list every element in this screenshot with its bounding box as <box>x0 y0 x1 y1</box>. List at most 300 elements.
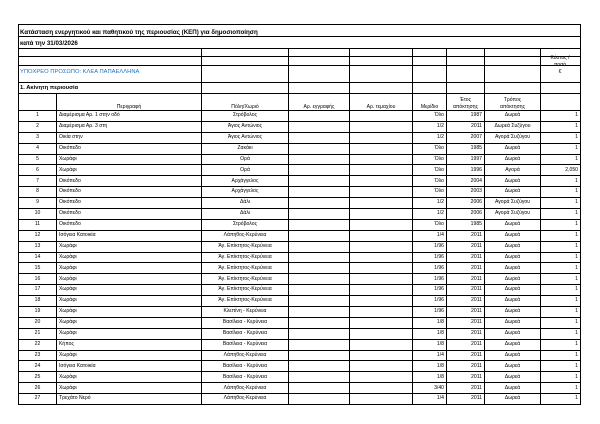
row-cost: 1 <box>541 307 581 318</box>
row-description: Χωράφι <box>57 154 202 165</box>
row-year: 2011 <box>447 230 485 241</box>
table-row <box>19 285 581 296</box>
grid-line <box>201 48 202 93</box>
row-number: 13 <box>19 241 57 252</box>
table-row <box>19 350 581 361</box>
row-place: Ορά <box>202 154 289 165</box>
row-year: 2011 <box>447 350 485 361</box>
row-number: 8 <box>19 187 57 198</box>
row-plot <box>350 274 413 285</box>
row-year: 2006 <box>447 198 485 209</box>
row-mode: Δωρεά <box>485 230 541 241</box>
document-date: κατά την 31/03/2026 <box>20 40 78 47</box>
row-place: Ορά <box>202 165 289 176</box>
table-row <box>19 230 581 241</box>
table-row <box>19 132 581 143</box>
row-share: Όλο <box>413 187 447 198</box>
row-place: Βασίλεια - Κερύνεια <box>202 328 289 339</box>
row-description: Ισόγεια Κατοικία <box>57 230 202 241</box>
row-registration <box>289 176 350 187</box>
row-registration <box>289 154 350 165</box>
row-plot <box>350 263 413 274</box>
row-place: Αρχάγγελος <box>202 187 289 198</box>
row-plot <box>350 143 413 154</box>
col-header-mode-l1: Τρόπος <box>503 97 522 103</box>
row-place: Άγ. Επίκτητος-Κερύνεια <box>202 296 289 307</box>
row-place: Λάπηθος-Κερύνεια <box>202 383 289 394</box>
row-year: 2011 <box>447 285 485 296</box>
grid-line <box>412 48 413 93</box>
row-number: 15 <box>19 263 57 274</box>
row-cost: 1 <box>541 132 581 143</box>
row-plot <box>350 350 413 361</box>
row-cost: 1 <box>541 383 581 394</box>
row-place: Βασίλεια - Κερύνεια <box>202 361 289 372</box>
row-plot <box>350 121 413 132</box>
row-year: 2003 <box>447 187 485 198</box>
row-share: 1/2 <box>413 209 447 220</box>
row-place: Άγιος Αντώνιος <box>202 121 289 132</box>
row-registration <box>289 383 350 394</box>
table-row <box>19 252 581 263</box>
row-place: Αρχάγγελος <box>202 176 289 187</box>
row-year: 2004 <box>447 176 485 187</box>
row-cost: 1 <box>541 350 581 361</box>
row-number: 19 <box>19 307 57 318</box>
row-mode: Δωρεά <box>485 383 541 394</box>
table-row <box>19 165 581 176</box>
row-registration <box>289 143 350 154</box>
row-number: 11 <box>19 219 57 230</box>
table-row <box>19 143 581 154</box>
table-row <box>19 111 581 122</box>
row-plot <box>350 176 413 187</box>
row-share: 1/96 <box>413 285 447 296</box>
cost-header <box>540 55 580 76</box>
row-registration <box>289 339 350 350</box>
row-plot <box>350 241 413 252</box>
row-year: 2011 <box>447 361 485 372</box>
row-place: Στρόβολος <box>202 111 289 122</box>
row-year: 1987 <box>447 111 485 122</box>
row-place: Άγ. Επίκτητος-Κερύνεια <box>202 263 289 274</box>
row-year: 2006 <box>447 209 485 220</box>
row-cost: 1 <box>541 394 581 405</box>
col-header-description: Περιγραφή <box>57 94 202 111</box>
row-year: 1985 <box>447 219 485 230</box>
row-year: 2011 <box>447 296 485 307</box>
row-plot <box>350 328 413 339</box>
row-number: 27 <box>19 394 57 405</box>
row-description: Διαμέρισμα Αρ. 1 στην οδό <box>57 111 202 122</box>
row-description: Χωράφι <box>57 383 202 394</box>
row-cost: 1 <box>541 263 581 274</box>
row-description: Χωράφι <box>57 165 202 176</box>
row-share: 1/96 <box>413 274 447 285</box>
cost-header-line1: Κόστος / <box>550 55 570 61</box>
row-cost: 1 <box>541 274 581 285</box>
row-share: 1/4 <box>413 230 447 241</box>
row-place: Άγιος Αντώνιος <box>202 132 289 143</box>
row-registration <box>289 165 350 176</box>
row-description: Οικόπεδο <box>57 219 202 230</box>
row-registration <box>289 241 350 252</box>
row-registration <box>289 132 350 143</box>
row-place: Στρόβολος <box>202 219 289 230</box>
table-row <box>19 263 581 274</box>
row-mode: Δωρεά <box>485 361 541 372</box>
row-mode: Δωρεά <box>485 241 541 252</box>
row-cost: 1 <box>541 176 581 187</box>
grid-line <box>18 36 580 37</box>
grid-line <box>580 24 581 93</box>
row-registration <box>289 219 350 230</box>
row-year: 2011 <box>447 241 485 252</box>
row-registration <box>289 372 350 383</box>
table-row <box>19 361 581 372</box>
row-number: 6 <box>19 165 57 176</box>
table-row <box>19 328 581 339</box>
row-number: 22 <box>19 339 57 350</box>
cost-header-line2: ποσό <box>553 62 567 68</box>
row-place: Βασίλεια - Κερύνεια <box>202 372 289 383</box>
row-share: Όλο <box>413 143 447 154</box>
row-description: Χωράφι <box>57 350 202 361</box>
row-description: Τρεχάτο Νερό <box>57 394 202 405</box>
row-description: Κήπος <box>57 339 202 350</box>
row-mode: Αγορά Συζύγου <box>485 209 541 220</box>
row-number: 23 <box>19 350 57 361</box>
row-cost: 1 <box>541 143 581 154</box>
grid-line <box>484 48 485 93</box>
table-row <box>19 307 581 318</box>
row-mode: Δωρεά <box>485 187 541 198</box>
row-mode: Δωρεά <box>485 154 541 165</box>
row-share: Όλο <box>413 165 447 176</box>
row-share: 1/8 <box>413 361 447 372</box>
row-share: Όλο <box>413 111 447 122</box>
section-title: 1. Ακίνητη περιουσία <box>20 85 79 91</box>
row-number: 16 <box>19 274 57 285</box>
row-place: Άγ. Επίκτητος-Κερύνεια <box>202 274 289 285</box>
row-plot <box>350 285 413 296</box>
row-number: 26 <box>19 383 57 394</box>
row-share: 1/4 <box>413 350 447 361</box>
row-number: 7 <box>19 176 57 187</box>
row-place: Άγ. Επίκτητος-Κερύνεια <box>202 285 289 296</box>
grid-line <box>18 48 580 49</box>
row-plot <box>350 252 413 263</box>
table-body <box>19 111 581 405</box>
row-mode: Δωρεά <box>485 176 541 187</box>
table-row <box>19 187 581 198</box>
row-cost: 1 <box>541 154 581 165</box>
row-description: Χωράφι <box>57 274 202 285</box>
row-number: 9 <box>19 198 57 209</box>
table-row <box>19 209 581 220</box>
row-description: Οικόπεδο <box>57 198 202 209</box>
row-mode: Δωρεά <box>485 394 541 405</box>
row-registration <box>289 296 350 307</box>
row-plot <box>350 394 413 405</box>
row-plot <box>350 132 413 143</box>
row-cost: 1 <box>541 372 581 383</box>
row-description: Οικόπεδο <box>57 176 202 187</box>
grid-line <box>446 48 447 93</box>
grid-line <box>18 56 580 57</box>
obliged-person: ΥΠΟΧΡΕΟ ΠΡΟΣΩΠΟ: ΚΛΕΑ ΠΑΠΑΕΛΛΗΝΑ <box>20 69 140 75</box>
row-plot <box>350 219 413 230</box>
table-row <box>19 241 581 252</box>
row-number: 12 <box>19 230 57 241</box>
row-share: Όλο <box>413 176 447 187</box>
row-number: 18 <box>19 296 57 307</box>
table-row <box>19 339 581 350</box>
row-number: 20 <box>19 317 57 328</box>
row-number: 5 <box>19 154 57 165</box>
row-cost: 1 <box>541 209 581 220</box>
row-mode: Δωρεά <box>485 219 541 230</box>
row-place: Κλεπίνη - Κερύνεια <box>202 307 289 318</box>
row-share: 1/8 <box>413 372 447 383</box>
row-share: 1/8 <box>413 317 447 328</box>
row-cost: 1 <box>541 230 581 241</box>
row-cost: 2,050 <box>541 165 581 176</box>
row-description: Χωράφι <box>57 252 202 263</box>
row-registration <box>289 198 350 209</box>
table-row <box>19 383 581 394</box>
row-year: 1985 <box>447 143 485 154</box>
row-cost: 1 <box>541 241 581 252</box>
col-header-year-l1: Έτος <box>459 97 472 103</box>
row-plot <box>350 372 413 383</box>
row-year: 1997 <box>447 154 485 165</box>
row-share: 1/96 <box>413 241 447 252</box>
row-place: Ζακάκι <box>202 143 289 154</box>
row-share: 1/96 <box>413 252 447 263</box>
col-header-cost <box>541 94 581 111</box>
table-row <box>19 198 581 209</box>
row-place: Βασίλεια - Κερύνεια <box>202 317 289 328</box>
row-description: Χωράφι <box>57 296 202 307</box>
row-cost: 1 <box>541 198 581 209</box>
row-registration <box>289 285 350 296</box>
row-description: Οικόπεδο <box>57 187 202 198</box>
col-header-plot: Αρ. τεμαχίου <box>350 94 413 111</box>
row-registration <box>289 263 350 274</box>
cost-header-line3: € <box>558 69 562 75</box>
row-cost: 1 <box>541 121 581 132</box>
row-mode: Δωρεά <box>485 285 541 296</box>
row-number: 24 <box>19 361 57 372</box>
col-header-share: Μερίδιο <box>413 94 447 111</box>
row-plot <box>350 154 413 165</box>
row-place: Άγ. Επίκτητος-Κερύνεια <box>202 252 289 263</box>
row-plot <box>350 230 413 241</box>
row-registration <box>289 187 350 198</box>
row-year: 2011 <box>447 394 485 405</box>
row-number: 21 <box>19 328 57 339</box>
row-registration <box>289 307 350 318</box>
row-plot <box>350 165 413 176</box>
row-share: 1/8 <box>413 328 447 339</box>
row-plot <box>350 209 413 220</box>
row-description: Χωράφι <box>57 372 202 383</box>
grid-line <box>349 48 350 93</box>
col-header-year-l2: απόκτησης <box>452 103 479 110</box>
row-year: 2011 <box>447 121 485 132</box>
row-cost: 1 <box>541 317 581 328</box>
row-plot <box>350 198 413 209</box>
row-description: Οικόπεδο <box>57 209 202 220</box>
row-year: 2011 <box>447 274 485 285</box>
row-place: Βασίλεια - Κερύνεια <box>202 339 289 350</box>
row-mode: Δωρεά <box>485 372 541 383</box>
row-mode: Δωρεά <box>485 339 541 350</box>
grid-line <box>18 24 19 93</box>
table-row <box>19 154 581 165</box>
col-header-number <box>19 94 57 111</box>
table-row <box>19 296 581 307</box>
col-header-mode-l2: απόκτησης <box>499 103 526 110</box>
row-share: 1/2 <box>413 121 447 132</box>
row-number: 14 <box>19 252 57 263</box>
row-plot <box>350 307 413 318</box>
row-share: 1/96 <box>413 263 447 274</box>
row-mode: Δωρεά <box>485 263 541 274</box>
table-row <box>19 372 581 383</box>
table-row <box>19 176 581 187</box>
row-cost: 1 <box>541 296 581 307</box>
row-description: Ισόγεια Κατοικία <box>57 361 202 372</box>
row-registration <box>289 274 350 285</box>
row-plot <box>350 111 413 122</box>
row-year: 2011 <box>447 317 485 328</box>
row-registration <box>289 317 350 328</box>
row-mode: Δωρεά <box>485 307 541 318</box>
row-mode: Δωρεά <box>485 111 541 122</box>
row-number: 2 <box>19 121 57 132</box>
row-cost: 1 <box>541 339 581 350</box>
row-mode: Δωρεά Συζύγου <box>485 121 541 132</box>
row-place: Δάλι <box>202 198 289 209</box>
col-header-mode <box>485 94 541 111</box>
row-number: 17 <box>19 285 57 296</box>
row-description: Διαμέρισμα Αρ. 3 στη <box>57 121 202 132</box>
row-cost: 1 <box>541 361 581 372</box>
grid-line <box>18 65 580 66</box>
row-year: 2007 <box>447 132 485 143</box>
row-registration <box>289 230 350 241</box>
row-cost: 1 <box>541 328 581 339</box>
row-mode: Αγορά Συζύγου <box>485 132 541 143</box>
row-year: 1996 <box>447 165 485 176</box>
row-description: Οικόπεδο <box>57 143 202 154</box>
row-registration <box>289 394 350 405</box>
row-year: 2011 <box>447 328 485 339</box>
row-year: 2011 <box>447 263 485 274</box>
row-number: 1 <box>19 111 57 122</box>
row-share: 3/40 <box>413 383 447 394</box>
col-header-year <box>447 94 485 111</box>
row-cost: 1 <box>541 252 581 263</box>
row-registration <box>289 252 350 263</box>
table-header-row <box>19 94 581 111</box>
row-place: Λάπηθος-Κερύνεια <box>202 350 289 361</box>
row-description: Χωράφι <box>57 263 202 274</box>
row-share: Όλο <box>413 219 447 230</box>
row-share: 1/2 <box>413 198 447 209</box>
row-description: Χωράφι <box>57 307 202 318</box>
row-description: Χωράφι <box>57 241 202 252</box>
row-registration <box>289 328 350 339</box>
grid-line <box>18 24 580 25</box>
row-mode: Δωρεά <box>485 143 541 154</box>
row-registration <box>289 111 350 122</box>
row-place: Δάλι <box>202 209 289 220</box>
row-year: 2011 <box>447 383 485 394</box>
row-number: 4 <box>19 143 57 154</box>
row-mode: Αγορά Συζύγου <box>485 198 541 209</box>
row-plot <box>350 339 413 350</box>
row-registration <box>289 361 350 372</box>
row-place: Λάπηθος-Κερύνεια <box>202 230 289 241</box>
document-title: Κατάσταση ενεργητικού και παθητικού της περιουσίας (ΚΕΠ) για δημοσιοποίηση <box>20 29 258 36</box>
table-row <box>19 219 581 230</box>
row-registration <box>289 350 350 361</box>
row-description: Χωράφι <box>57 285 202 296</box>
row-mode: Δωρεά <box>485 328 541 339</box>
row-plot <box>350 317 413 328</box>
row-share: Όλο <box>413 154 447 165</box>
table-row <box>19 394 581 405</box>
row-number: 25 <box>19 372 57 383</box>
row-cost: 1 <box>541 187 581 198</box>
row-year: 2011 <box>447 252 485 263</box>
row-plot <box>350 187 413 198</box>
row-place: Άγ. Επίκτητος-Κερύνεια <box>202 241 289 252</box>
row-cost: 1 <box>541 285 581 296</box>
row-year: 2011 <box>447 339 485 350</box>
row-cost: 1 <box>541 111 581 122</box>
row-mode: Δωρεά <box>485 350 541 361</box>
col-header-place: Πόλη/Χωριό <box>202 94 289 111</box>
table-row <box>19 121 581 132</box>
row-share: 1/96 <box>413 307 447 318</box>
row-plot <box>350 296 413 307</box>
row-plot <box>350 383 413 394</box>
row-year: 2011 <box>447 307 485 318</box>
row-plot <box>350 361 413 372</box>
row-cost: 1 <box>541 219 581 230</box>
row-description: Οικία στην <box>57 132 202 143</box>
row-registration <box>289 121 350 132</box>
col-header-registration: Αρ. εγγραφής <box>289 94 350 111</box>
row-number: 10 <box>19 209 57 220</box>
row-mode: Δωρεά <box>485 274 541 285</box>
real-estate-table <box>18 93 581 405</box>
row-description: Χωράφι <box>57 317 202 328</box>
row-mode: Δωρεά <box>485 317 541 328</box>
table-row <box>19 274 581 285</box>
row-mode: Δωρεά <box>485 252 541 263</box>
row-share: 1/2 <box>413 132 447 143</box>
table-row <box>19 317 581 328</box>
row-number: 3 <box>19 132 57 143</box>
grid-line <box>288 48 289 93</box>
row-share: 1/4 <box>413 394 447 405</box>
row-mode: Δωρεά <box>485 296 541 307</box>
